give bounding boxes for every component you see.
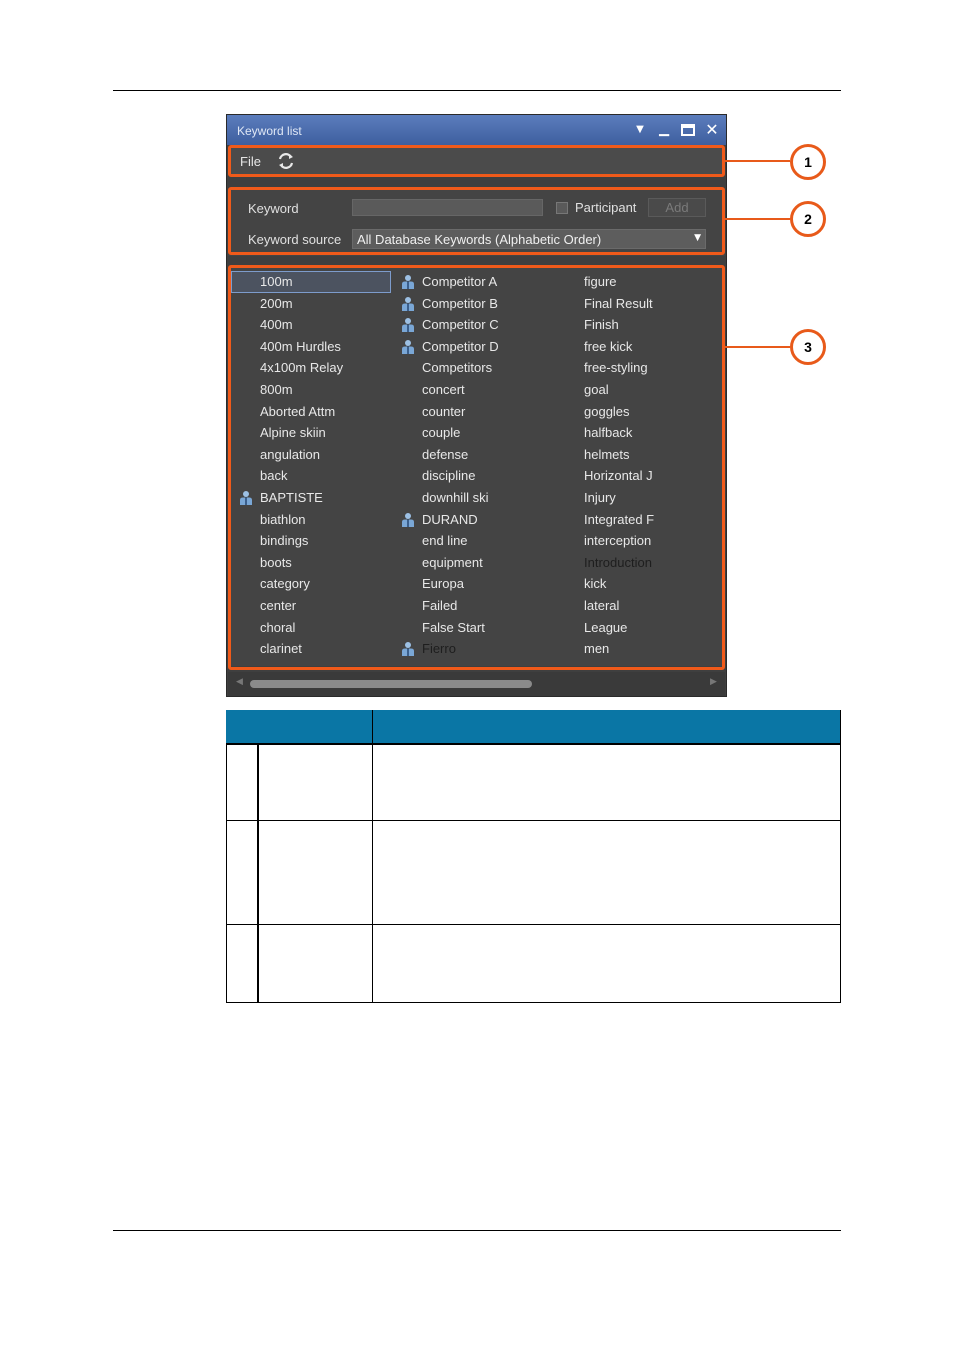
annotation-frame-1 — [228, 145, 725, 177]
keyword-item[interactable]: end line — [422, 533, 468, 549]
keyword-item[interactable]: Competitors — [422, 360, 493, 376]
keyword-item[interactable]: goal — [584, 382, 609, 397]
keyword-item[interactable]: Introduction — [584, 554, 652, 570]
table-border — [840, 710, 841, 1003]
table-row-line — [226, 924, 841, 925]
keyword-item[interactable]: BAPTISTE — [260, 490, 323, 505]
window-title: Keyword list — [237, 124, 302, 138]
keyword-item[interactable]: defense — [422, 446, 469, 462]
table-column-line — [257, 743, 259, 1003]
keyword-label: Keyword — [248, 201, 299, 216]
participant-label: Participant — [575, 200, 637, 215]
annotation-frame-3 — [228, 265, 725, 670]
keyword-item[interactable]: Final Result — [584, 295, 653, 311]
scroll-right-icon[interactable]: ▶ — [710, 677, 717, 687]
keyword-item[interactable]: couple — [422, 425, 461, 441]
keyword-item[interactable]: Injury — [584, 490, 616, 505]
keyword-item[interactable]: bindings — [260, 533, 309, 549]
callout-leader-1 — [725, 160, 790, 162]
file-menu[interactable]: File — [240, 154, 261, 169]
keyword-item[interactable]: 400m — [260, 317, 293, 333]
annotation-frame-2 — [228, 187, 725, 255]
scroll-thumb[interactable] — [250, 680, 532, 688]
keyword-item[interactable]: Alpine skiin — [260, 425, 326, 441]
close-icon[interactable]: ✕ — [705, 120, 719, 139]
keyword-item[interactable]: Competitor D — [422, 338, 499, 354]
header-rule — [113, 90, 841, 91]
callout-leader-3 — [725, 346, 790, 348]
keyword-item[interactable]: category — [260, 576, 310, 592]
keyword-item[interactable]: back — [260, 468, 288, 484]
add-button[interactable]: Add — [648, 198, 706, 217]
keyword-item[interactable]: free kick — [584, 338, 633, 354]
keyword-item[interactable]: Horizontal J — [584, 468, 653, 484]
keyword-item[interactable]: Integrated F — [584, 511, 655, 527]
keyword-item[interactable]: 800m — [260, 382, 293, 397]
keyword-item[interactable]: Competitor A — [422, 274, 498, 289]
keyword-item[interactable]: Fierro — [422, 641, 456, 657]
chevron-down-icon: ▼ — [694, 233, 701, 243]
keyword-item[interactable]: counter — [422, 403, 466, 419]
keyword-item[interactable]: kick — [584, 576, 607, 592]
keyword-item[interactable]: biathlon — [260, 511, 306, 527]
keyword-item[interactable]: angulation — [260, 446, 320, 462]
keyword-item[interactable]: free-styling — [584, 360, 648, 376]
title-bar — [227, 115, 726, 145]
table-border — [226, 743, 227, 1003]
keyword-item[interactable]: concert — [422, 382, 465, 397]
dropdown-icon[interactable]: ▼ — [636, 124, 644, 135]
callout-leader-2 — [725, 218, 790, 220]
keyword-item[interactable]: Failed — [422, 598, 458, 613]
table-row-line — [226, 820, 841, 821]
keyword-item[interactable]: Finish — [584, 317, 619, 333]
keyword-item[interactable]: men — [584, 641, 610, 657]
keyword-item[interactable]: goggles — [584, 403, 630, 419]
keyword-item[interactable]: downhill ski — [422, 490, 489, 505]
scroll-left-icon[interactable]: ◀ — [236, 677, 243, 687]
keyword-item[interactable]: clarinet — [260, 641, 302, 657]
keyword-item[interactable]: 100m — [232, 272, 390, 292]
keyword-item[interactable]: halfback — [584, 425, 633, 441]
keyword-item[interactable]: False Start — [422, 619, 485, 635]
description-table — [226, 710, 841, 1003]
keyword-item[interactable]: equipment — [422, 554, 483, 570]
keyword-item[interactable]: discipline — [422, 468, 476, 484]
table-column-line — [372, 710, 373, 1003]
callout-2: 2 — [790, 201, 826, 237]
callout-3: 3 — [790, 329, 826, 365]
keyword-item[interactable]: boots — [260, 554, 292, 570]
keyword-item[interactable]: center — [260, 598, 297, 613]
keyword-item[interactable]: 200m — [260, 295, 293, 311]
keyword-item[interactable]: Aborted Attm — [260, 403, 336, 419]
keyword-item[interactable]: Competitor B — [422, 295, 498, 311]
keyword-item[interactable]: League — [584, 619, 628, 635]
keyword-item[interactable]: 4x100m Relay — [260, 360, 344, 376]
table-header — [226, 710, 841, 743]
keyword-item[interactable]: helmets — [584, 446, 630, 462]
table-border — [226, 743, 841, 745]
keyword-item[interactable]: Europa — [422, 576, 464, 592]
table-border — [226, 1002, 841, 1003]
keyword-item[interactable]: figure — [584, 274, 617, 289]
keyword-item[interactable]: Competitor C — [422, 317, 499, 333]
minimize-icon[interactable]: ▁ — [659, 122, 669, 137]
callout-1: 1 — [790, 144, 826, 180]
maximize-icon[interactable] — [679, 121, 697, 139]
keyword-item[interactable]: 400m Hurdles — [260, 338, 341, 354]
keyword-source-value: All Database Keywords (Alphabetic Order) — [357, 232, 602, 247]
footer-rule — [113, 1230, 841, 1231]
keyword-item[interactable]: lateral — [584, 598, 620, 613]
keyword-item[interactable]: interception — [584, 533, 652, 549]
keyword-item[interactable]: DURAND — [422, 511, 478, 527]
keyword-source-label: Keyword source — [248, 232, 342, 247]
horizontal-scrollbar[interactable] — [228, 672, 725, 696]
keyword-item[interactable]: choral — [260, 619, 296, 635]
